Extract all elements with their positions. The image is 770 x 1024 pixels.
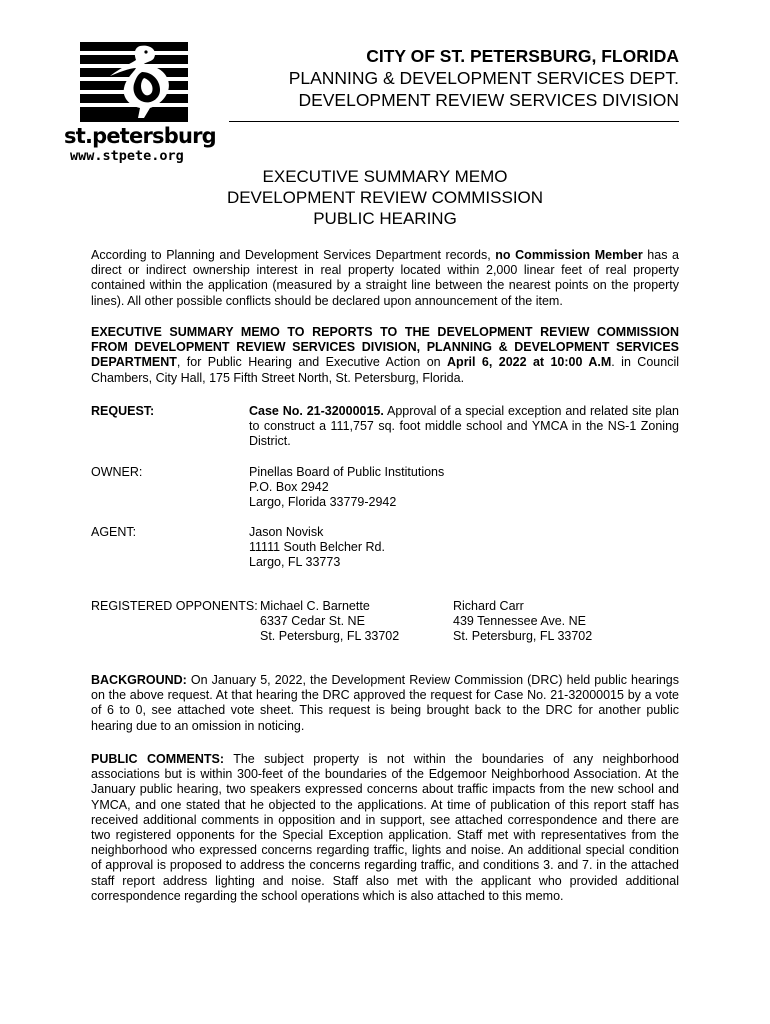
letterhead <box>239 45 679 111</box>
agent-value <box>249 525 679 571</box>
intro-heading: EXECUTIVE SUMMARY MEMO TO REPORTS TO THE DEVELOPMENT REVIEW COMMISSION FROM DEVELOPMENT REVIEW SERVICES DIVISION, PLANNING & DEVELOPMENT SERVICES DEPARTMENT <box>91 325 679 370</box>
request-value <box>249 404 679 450</box>
hearing-date: April 6, 2022 at 10:00 A.M <box>447 355 612 370</box>
memo-title <box>0 166 770 229</box>
intro-paragraph <box>91 325 679 386</box>
agent-name: Jason Novisk <box>249 525 324 539</box>
public-comments-label: PUBLIC COMMENTS: <box>91 752 225 766</box>
background-paragraph <box>91 673 679 734</box>
owner-address: Largo, Florida 33779-2942 <box>249 495 397 510</box>
case-number: Case No. 21-32000015. <box>249 404 384 418</box>
header-divider <box>229 121 679 122</box>
memo-title-line: PUBLIC HEARING <box>313 209 457 228</box>
division-name: DEVELOPMENT REVIEW SERVICES DIVISION <box>298 90 679 110</box>
background-label: BACKGROUND: <box>91 673 187 687</box>
disclosure-text: According to Planning and Development Services Department records, <box>91 248 496 262</box>
owner-value <box>249 465 679 511</box>
agent-address: Largo, FL 33773 <box>249 555 341 570</box>
opponent-entry <box>453 599 592 645</box>
logo-url: www.stpete.org <box>70 148 184 164</box>
intro-text: , for Public Hearing and Executive Action on <box>176 355 448 370</box>
opponent-street: 6337 Cedar St. NE <box>260 614 365 629</box>
city-name: CITY OF ST. PETERSBURG, FLORIDA <box>366 46 679 66</box>
opponent-city: St. Petersburg, FL 33702 <box>260 629 400 644</box>
memo-title-line: EXECUTIVE SUMMARY MEMO <box>262 167 508 186</box>
opponent-street: 439 Tennessee Ave. NE <box>453 614 586 629</box>
agent-label: AGENT: <box>91 525 137 539</box>
opponent-entry <box>260 599 399 645</box>
disclosure-emphasis: no Commission Member <box>495 248 643 262</box>
owner-name: Pinellas Board of Public Institutions <box>249 465 445 479</box>
logo-wordmark: st.petersburg <box>64 124 216 148</box>
disclosure-paragraph <box>91 248 679 309</box>
intro-text: . in Council Chambers, City Hall, 175 Fifth Street North, St. Petersburg, Florida. <box>91 355 679 385</box>
public-comments-text: The subject property is not within the boundaries of any neighborhood associations but is within 300-feet of the boundaries of the Edgemoor Neighborhood Association. At the January public hearing, two speakers expressed concerns about traffic impacts from the new school and YMCA, and one stated that he objected to the applications. At time of publication of this report staff has received additional comments in opposition and in support, see attached correspondence and there are two registered opponents for the Special Exception application. Staff met with representatives from the neighborhood who expressed concerns regarding traffic, lights and noise. An additional special condition of approval is proposed to address the concerns regarding traffic, and conditions 3. and 7. in the attached staff report address lighting and noise. Staff also met with the applicant who provided additional correspondence regarding the school operations which is also attached to this memo. <box>91 752 680 903</box>
memo-title-line: DEVELOPMENT REVIEW COMMISSION <box>226 188 544 207</box>
opponent-name: Michael C. Barnette <box>260 599 370 613</box>
pelican-logo-icon <box>80 42 188 122</box>
agent-address: 11111 South Belcher Rd. <box>249 540 385 555</box>
opponent-name: Richard Carr <box>453 599 524 613</box>
request-label: REQUEST: <box>91 404 155 418</box>
opponents-label: REGISTERED OPPONENTS: <box>91 599 258 613</box>
owner-label: OWNER: <box>91 465 143 479</box>
public-comments-paragraph <box>91 752 679 904</box>
request-text: Approval of a special exception and related site plan to construct a 111,757 sq. foot middle school and YMCA in the NS-1 Zoning District. <box>249 404 680 449</box>
opponent-city: St. Petersburg, FL 33702 <box>453 629 593 644</box>
owner-address: P.O. Box 2942 <box>249 480 329 495</box>
department-name: PLANNING & DEVELOPMENT SERVICES DEPT. <box>288 68 679 88</box>
background-text: On January 5, 2022, the Development Review Commission (DRC) held public hearings on the above request. At that hearing the DRC approved the request for Case No. 21-32000015 by a vote of 6 to 0, see attached vote sheet. This request is being brought back to the DRC for another public hearing due to an omission in noticing. <box>91 673 679 733</box>
disclosure-text: has a direct or indirect ownership interest in real property located within 2,000 linear feet of real property contained within the application (measured by a straight line between the nearest points on the property lines). All other possible conflicts should be declared upon announcement of the item. <box>91 248 679 308</box>
